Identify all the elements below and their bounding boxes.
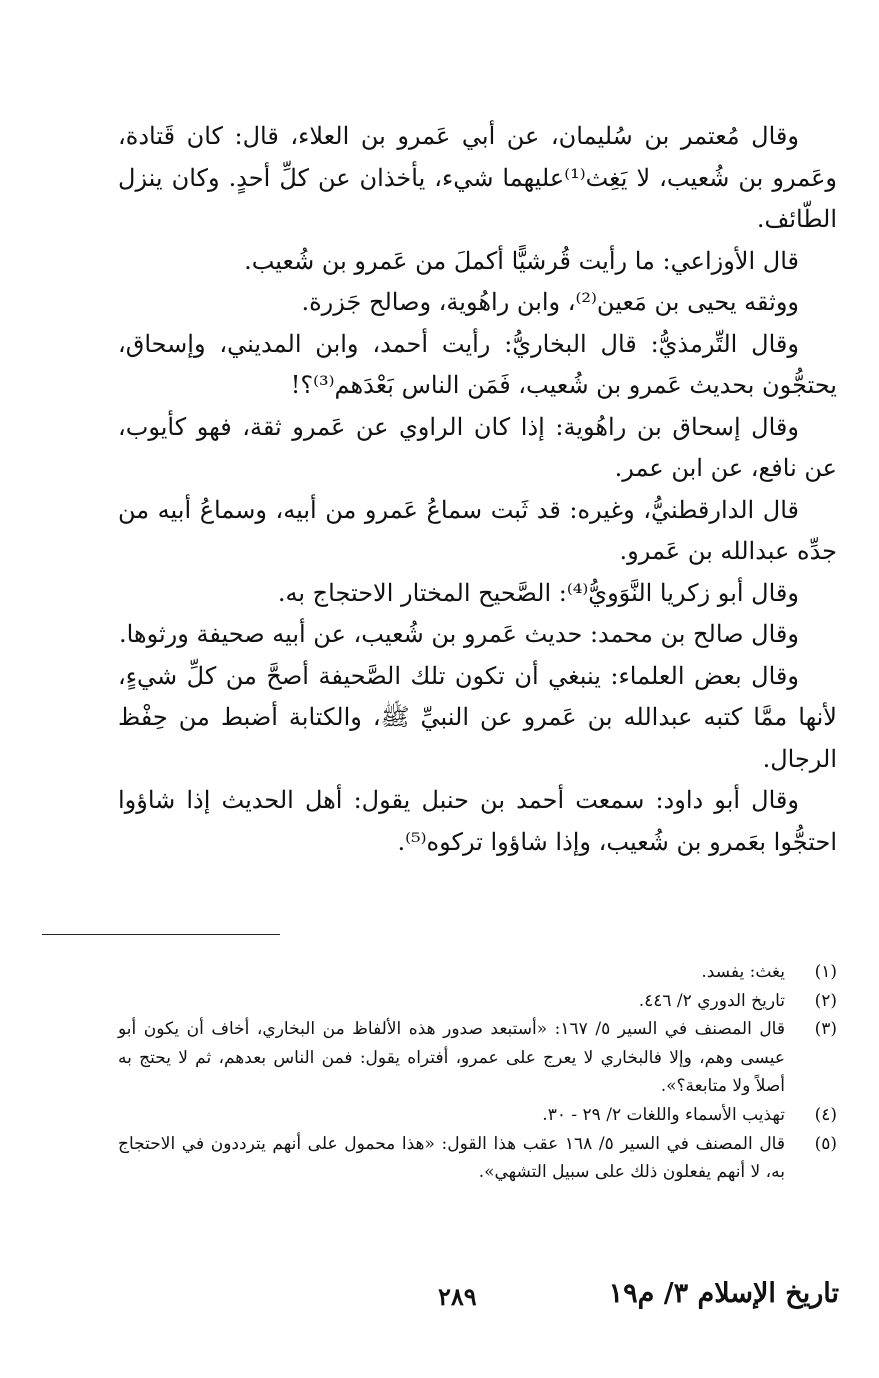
paragraph: وقال مُعتمر بن سُليمان، عن أبي عَمرو بن العلاء، قال: كان قَتادة، وعَمرو بن شُعيب، لا يَغِث⁽¹⁾عليهما شيء، يأخذان عن كلِّ أحدٍ. وكان ينزل الطّائف. xyxy=(118,122,837,233)
footnotes xyxy=(118,958,837,1187)
paragraph: وقال بعض العلماء: ينبغي أن تكون تلك الصَّحيفة أصحَّ من كلِّ شيءٍ، لأنها ممَّا كتبه عبدالله بن عَمرو عن النبيِّ ﷺ، والكتابة أضبط من حِفْظ الرجال. xyxy=(118,661,837,773)
footnote-text: تهذيب الأسماء واللغات ٢/ ٢٩ - ٣٠. xyxy=(542,1104,785,1125)
footnote xyxy=(118,987,837,1016)
footnote-separator xyxy=(42,934,280,935)
footnote xyxy=(118,958,837,987)
page-footer xyxy=(40,1278,839,1318)
footnote-number: (١) xyxy=(814,962,837,982)
footnote xyxy=(118,1130,837,1187)
paragraph: قال الدارقطنيُّ، وغيره: قد ثَبت سماعُ عَمرو من أبيه، وسماعُ أبيه من جدِّه عبدالله بن عَمرو. xyxy=(118,495,837,565)
paragraph: قال الأوزاعي: ما رأيت قُرشيًّا أكملَ من عَمرو بن شُعيب. xyxy=(244,246,799,275)
paragraph: وقال أبو داود: سمعت أحمد بن حنبل يقول: أهل الحديث إذا شاؤوا احتجُّوا بعَمرو بن شُعيب، وإذا شاؤوا تركوه⁽⁵⁾. xyxy=(118,786,837,856)
footnote-number: (٢) xyxy=(814,990,837,1011)
book-reference: تاريخ الإسلام ٣/ م١٩ xyxy=(608,1278,839,1309)
footnote-text: قال المصنف في السير ٥/ ١٦٨ عقب هذا القول: «هذا محمول على أنهم يترددون في الاحتجاج به، لا أنهم يفعلون ذلك على سبيل التشهي». xyxy=(118,1133,785,1183)
footnote xyxy=(118,1101,837,1130)
footnote-text: تاريخ الدوري ٢/ ٤٤٦. xyxy=(638,990,785,1011)
footnote-text: يغث: يفسد. xyxy=(701,962,785,982)
main-text xyxy=(118,116,837,863)
footnote-number: (٣) xyxy=(814,1019,837,1040)
footnote-text: قال المصنف في السير ٥/ ١٦٧: «أستبعد صدور هذه الألفاظ من البخاري، أخاف أن يكون أبو عيسى وهم، وإلا فالبخاري لا يعرج على عمرو، أفتراه يقول: فمن الناس بعدهم، ثم لا يحتج به أصلاً ولا متابعة؟». xyxy=(118,1019,785,1097)
paragraph: ووثقه يحيى بن مَعين⁽²⁾، وابن راهُوية، وصالح جَزرة. xyxy=(301,288,799,316)
footnote-number: (٥) xyxy=(814,1133,837,1154)
paragraph: وقال إسحاق بن راهُوية: إذا كان الراوي عن عَمرو ثقة، فهو كأيوب، عن نافع، عن ابن عمر. xyxy=(118,412,837,482)
paragraph: وقال أبو زكريا النَّوَويُّ⁽⁴⁾: الصَّحيح المختار الاحتجاج به. xyxy=(277,578,799,607)
footnote xyxy=(118,1015,837,1101)
footnote-number: (٤) xyxy=(814,1104,837,1125)
page-number: ٢٨٩ xyxy=(438,1282,477,1311)
paragraph: وقال التِّرمذيُّ: قال البخاريُّ: رأيت أحمد، وابن المديني، وإسحاق، يحتجُّون بحديث عَمرو بن شُعيب، فَمَن الناس بَعْدَهم⁽³⁾؟! xyxy=(118,329,837,399)
paragraph: وقال صالح بن محمد: حديث عَمرو بن شُعيب، عن أبيه صحيفة ورثوها. xyxy=(118,620,799,648)
